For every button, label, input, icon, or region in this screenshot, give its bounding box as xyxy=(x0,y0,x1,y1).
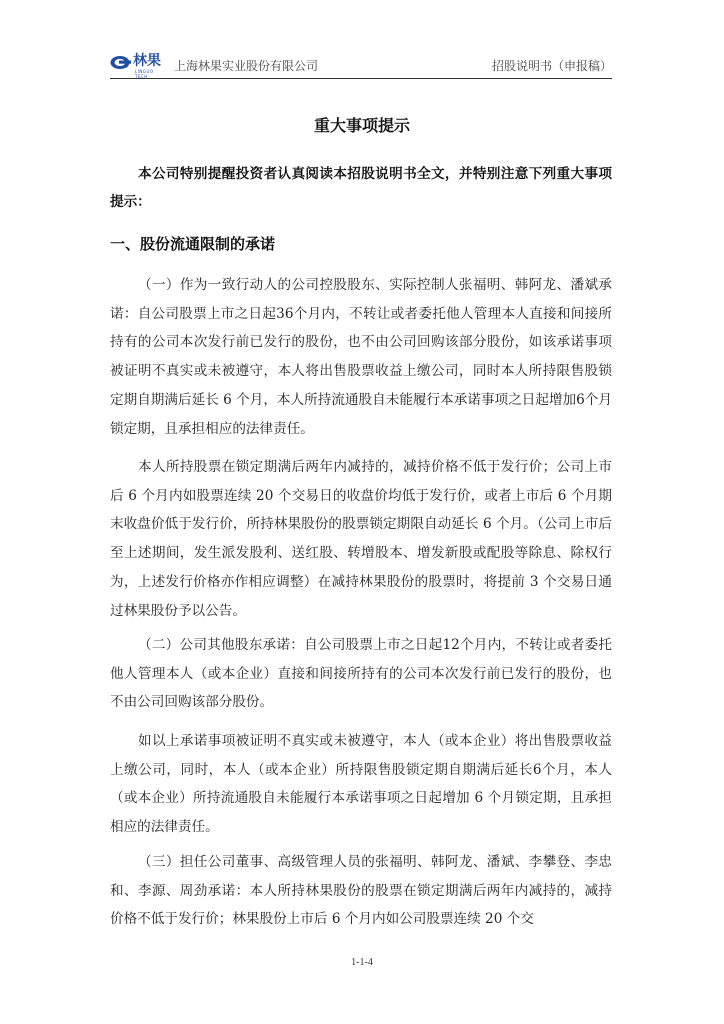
body-paragraph: （二）公司其他股东承诺：自公司股票上市之日起12个月内，不转让或者委托他人管理本人（或本企业）直接和间接所持有的公司本次发行前已发行的股份，也不由公司回购该部分股份。 xyxy=(110,637,612,711)
logo-icon xyxy=(110,55,134,70)
page-title: 重大事项提示 xyxy=(313,116,410,135)
logo-text: 林果 xyxy=(133,53,161,69)
page-header xyxy=(110,52,612,79)
header-document-type: 招股说明书（申报稿） xyxy=(491,59,612,73)
company-logo xyxy=(110,52,166,79)
body-paragraph: （一）作为一致行动人的公司控股股东、实际控制人张福明、韩阿龙、潘斌承诺：自公司股票上市之日起36个月内，不转让或者委托他人管理本人直接和间接所持有的公司本次发行前已发行的股份，也不由公司回购该部分股份，如该承诺事项被证明不真实或未被遵守，本人将出售股票收益上缴公司，同时本人所持限售股锁定期自期满后延长 6 个月，本人所持流通股自未能履行本承诺事项之日起增加6个月锁定期，且承担相应的法律责任。 xyxy=(110,277,612,437)
header-company-name: 上海林果实业股份有限公司 xyxy=(174,59,319,73)
logo-subtext: LINGUO TECH xyxy=(135,69,154,79)
body-paragraph: （三）担任公司董事、高级管理人员的张福明、韩阿龙、潘斌、李攀登、李忠和、李源、周劲承诺：本人所持林果股份的股票在锁定期满后两年内减持的，减持价格不低于发行价；林果股份上市后 6 个月内如公司股票连续 20 个交 xyxy=(110,854,612,928)
page-number: 1-1-4 xyxy=(351,957,373,968)
body-paragraph: 如以上承诺事项被证明不真实或未被遵守，本人（或本企业）将出售股票收益上缴公司，同时，本人（或本企业）所持限售股锁定期自期满后延长6个月，本人（或本企业）所持流通股自未能履行本承诺事项之日起增加 6 个月锁定期，且承担相应的法律责任。 xyxy=(110,733,612,836)
intro-paragraph: 本公司特别提醒投资者认真阅读本招股说明书全文，并特别注意下列重大事项提示： xyxy=(110,166,612,210)
body-paragraph: 本人所持股票在锁定期满后两年内减持的，减持价格不低于发行价；公司上市后 6 个月内如股票连续 20 个交易日的收盘价均低于发行价，或者上市后 6 个月期末收盘价低于发行价，所持林果股份的股票锁定期限自动延长 6 个月。（公司上市后至上述期间，发生派发股利、送红股、转增股本、增发新股或配股等除息、除权行为，上述发行价格亦作相应调整）在减持林果股份的股票时，将提前 3 个交易日通过林果股份予以公告。 xyxy=(110,459,612,619)
section-heading: 一、股份流通限制的承诺 xyxy=(110,235,276,253)
